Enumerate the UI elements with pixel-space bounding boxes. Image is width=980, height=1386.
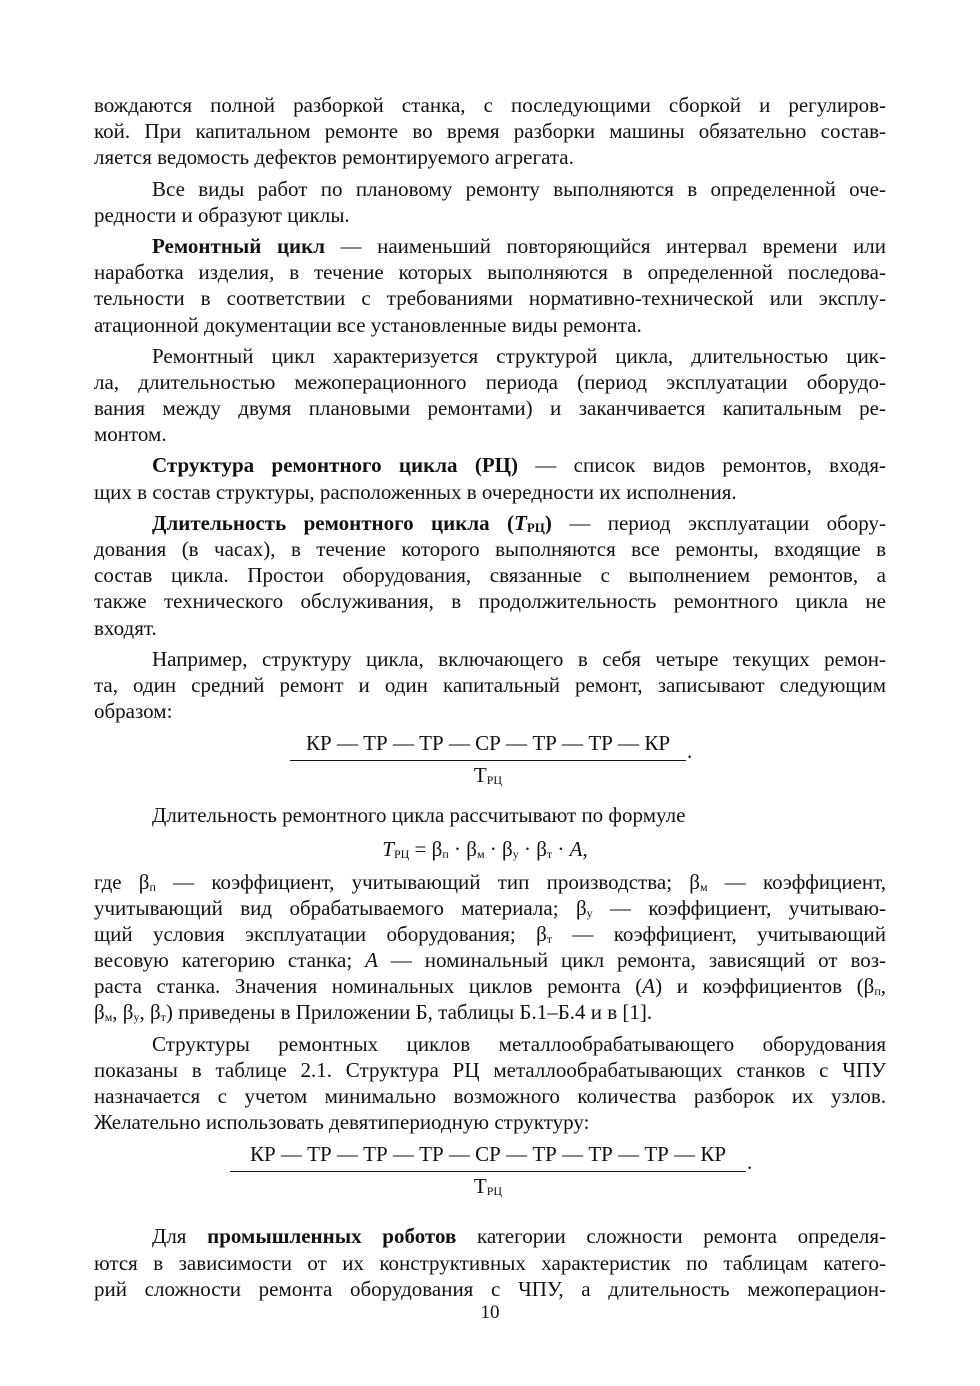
term-bold: Структура ремонтного цикла (РЦ): [152, 453, 518, 478]
formula-part: ,: [582, 836, 588, 861]
text-line: та, один средний ремонт и один капитальный ремонт, записывают следующим: [94, 672, 886, 697]
text-line: также технического обслуживания, в продолжительность ремонтного цикла не: [94, 589, 886, 614]
text-line: ются в зависимости от их конструктивных характеристик по таблицам катего-: [94, 1250, 886, 1275]
text-line: ляется ведомость дефектов ремонтируемого агрегата.: [94, 145, 574, 170]
text-line: тельности в соответствии с требованиями нормативно-технической или эксплу-: [94, 286, 886, 311]
text-line: ла, длительностью межоперационного периода (период эксплуатации оборудо-: [94, 369, 886, 394]
formula-sub: т: [546, 846, 553, 861]
text-run: весовую категорию станка;: [94, 948, 366, 973]
paragraph: [94, 1031, 886, 1136]
text-line: образом:: [94, 699, 173, 724]
text-run: — наименьший повторяющийся интервал времени или: [325, 233, 886, 258]
term-bold: промышленных роботов: [207, 1224, 457, 1249]
formula-part: · β: [518, 836, 547, 861]
text-line: [94, 869, 886, 895]
document-page: [94, 92, 886, 1302]
formula-sub: м: [476, 846, 485, 861]
denominator-subscript: РЦ: [486, 773, 503, 788]
text-run: раста станка. Значения номинальных циклов ремонта (: [94, 974, 643, 999]
subscript: т: [160, 1010, 166, 1025]
text-line: Ремонтный цикл характеризуется структурой цикла, длительностью цик-: [152, 343, 886, 368]
paragraph: [94, 176, 886, 228]
formula-A: A: [569, 836, 583, 861]
subscript: м: [699, 879, 708, 894]
text-line: кой. При капитальном ремонте во время разборки машины обязательно состав-: [94, 119, 886, 144]
term-subscript: РЦ: [526, 519, 545, 535]
subscript: у: [133, 1010, 140, 1025]
formula-part: ·: [552, 836, 570, 861]
formula-sub: п: [442, 846, 449, 861]
term-symbol: T: [514, 510, 527, 535]
text-line: [94, 510, 886, 536]
paragraph: [94, 343, 886, 448]
text-line: входят.: [94, 615, 157, 640]
text-line: [94, 233, 886, 259]
formula-sub: у: [512, 846, 519, 861]
text-line: назначается с учетом минимально возможного количества разборок их узлов.: [94, 1084, 886, 1108]
text-line: состав цикла. Простои оборудования, связанные с выполнением ремонтов, а: [94, 563, 886, 588]
text-line: вания между двумя плановыми ремонтами) и заканчивается капитальным ре-: [94, 396, 886, 421]
cycle-structure-formula-1: [94, 724, 886, 802]
term-bold: [152, 511, 552, 535]
paragraph-definition-repair-cycle: [94, 233, 886, 338]
text-line: вождаются полной разборкой станка, с последующими сборкой и регулиров-: [94, 93, 886, 117]
text-run: — номинальный цикл ремонта, зависящий от воз-: [377, 948, 887, 973]
text-line: атационной документации все установленные виды ремонта.: [94, 312, 642, 337]
text-run: где β: [94, 869, 150, 894]
text-run: — список видов ремонтов, входя-: [517, 453, 887, 478]
subscript: п: [149, 879, 156, 894]
text-run: учитывающий вид обрабатываемого материала; β: [94, 895, 587, 920]
text-line: редности и образуют циклы.: [94, 202, 350, 227]
text-line: Желательно использовать девятипериодную структуру:: [94, 1110, 590, 1135]
text-line: [94, 947, 886, 973]
text-line: рий сложности ремонта оборудования с ЧПУ, а длительность межоперацион-: [94, 1276, 886, 1301]
subscript: п: [874, 984, 881, 999]
subscript: т: [546, 931, 553, 946]
text-run: — коэффициент,: [707, 869, 887, 894]
formula-T: T: [382, 836, 394, 861]
term-text: Длительность ремонтного цикла (: [152, 510, 515, 535]
formula-numerator: КР — ТР — ТР — ТР — СР — ТР — ТР — ТР — КР: [249, 1142, 727, 1167]
text-line: [94, 1223, 886, 1249]
text-line: [94, 452, 886, 478]
text-run: β: [94, 1000, 105, 1025]
text-run: , β: [139, 1000, 161, 1025]
text-line: Все виды работ по плановому ремонту выполняются в определенной оче-: [152, 176, 886, 201]
term-bold: Ремонтный цикл: [152, 233, 326, 258]
text-run: Для: [152, 1224, 208, 1249]
text-line: наработка изделия, в течение которых выполняются в определенной последова-: [94, 260, 886, 285]
formula-period: .: [747, 1150, 753, 1175]
cycle-structure-formula-2: [94, 1135, 886, 1223]
text-line: щих в состав структуры, расположенных в очередности их исполнения.: [94, 479, 737, 504]
variable: A: [365, 948, 378, 973]
denominator-symbol: Т: [473, 1174, 487, 1199]
formula-explanation: [94, 869, 886, 1026]
text-run: ) приведены в Приложении Б, таблицы Б.1–Б.4 и в [1].: [165, 1000, 653, 1025]
text-line: [94, 999, 886, 1025]
text-line: дования (в часах), в течение которого выполняются все ремонты, входящие в: [94, 537, 886, 561]
paragraph-definition-structure: [94, 452, 886, 504]
text-line: Структуры ремонтных циклов металлообрабатывающего оборудования: [152, 1031, 886, 1056]
text-line: Например, структуру цикла, включающего в себя четыре текущих ремон-: [152, 646, 886, 671]
text-line: показаны в таблице 2.1. Структура РЦ металлообрабатывающих станков с ЧПУ: [94, 1057, 886, 1082]
text-run: ,: [880, 974, 887, 999]
text-line: Длительность ремонтного цикла рассчитывают по формуле: [152, 803, 686, 828]
text-run: щий условия эксплуатации оборудования; β: [94, 921, 547, 946]
duration-formula: [94, 829, 886, 869]
subscript: у: [586, 905, 593, 920]
text-run: — коэффициент, учитывающий тип производства; β: [155, 869, 700, 894]
formula-part: · β: [484, 836, 513, 861]
formula-denominator: [290, 762, 686, 788]
paragraph: [94, 646, 886, 725]
text-run: — коэффициент, учитывающий: [552, 921, 886, 946]
paragraph-definition-duration: [94, 510, 886, 641]
variable: A: [642, 974, 656, 999]
denominator-subscript: РЦ: [486, 1184, 503, 1199]
formula-period: .: [687, 739, 693, 764]
subscript: м: [104, 1010, 113, 1025]
formula-denominator: [230, 1173, 746, 1199]
text-run: категории сложности ремонта определя-: [456, 1224, 886, 1249]
formula-part: · β: [448, 836, 477, 861]
formula-sub: РЦ: [393, 846, 410, 861]
paragraph: [94, 802, 886, 828]
fraction-bar: [290, 760, 686, 761]
text-line: [94, 895, 886, 921]
text-line: [94, 973, 886, 999]
term-close: ): [544, 510, 552, 535]
paragraph-industrial-robots: [94, 1223, 886, 1302]
text-line: [94, 921, 886, 947]
paragraph: [94, 92, 886, 171]
text-run: — период эксплуатации обору-: [551, 510, 886, 535]
text-run: ) и коэффициентов (β: [655, 974, 875, 999]
text-run: , β: [112, 1000, 134, 1025]
formula-numerator: КР — ТР — ТР — СР — ТР — ТР — КР: [305, 731, 671, 756]
text-line: монтом.: [94, 422, 167, 447]
fraction-bar: [230, 1171, 746, 1172]
denominator-symbol: Т: [473, 763, 487, 788]
text-run: — коэффициент, учитываю-: [592, 895, 886, 920]
page-number: 10: [480, 1302, 500, 1323]
formula-part: = β: [409, 836, 443, 861]
